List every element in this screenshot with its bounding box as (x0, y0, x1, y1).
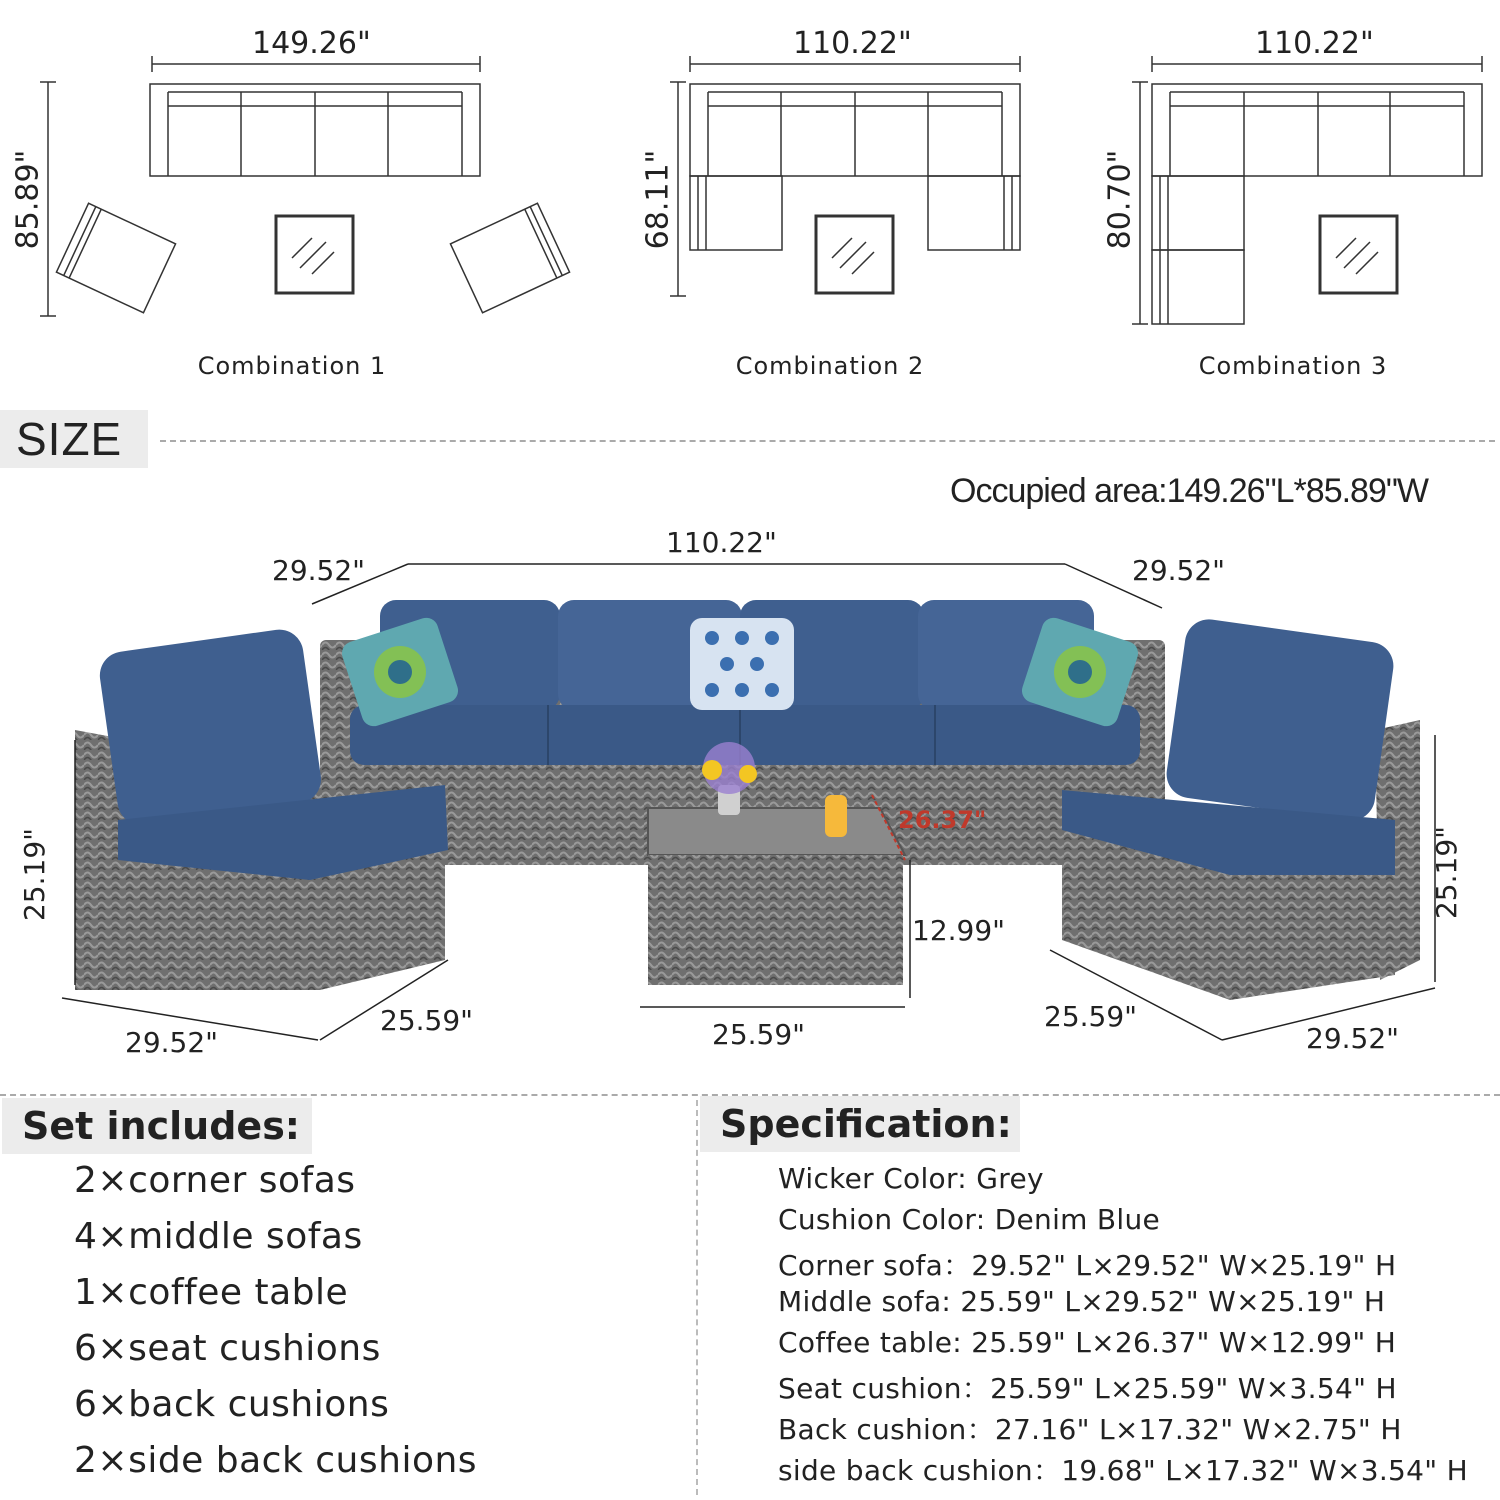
dim-right-height: 25.19" (1430, 825, 1464, 920)
combination-1-label: Combination 1 (197, 352, 387, 380)
combination-3-diagram (1132, 56, 1482, 324)
combination-2-diagram (670, 56, 1020, 296)
dim-left-height: 25.19" (18, 827, 52, 922)
dim-left-depth: 25.59" (380, 1004, 474, 1037)
dim-right-width: 29.52" (1306, 1022, 1400, 1055)
dim-top-left-depth: 29.52" (272, 554, 366, 587)
include-item: 6×back cushions (74, 1384, 390, 1425)
combination-1-depth: 85.89" (10, 149, 46, 250)
dim-top-total: 110.22" (666, 526, 777, 559)
combination-2-depth: 68.11" (640, 149, 676, 250)
set-includes-list (74, 1160, 477, 1496)
size-divider (160, 440, 1495, 442)
combination-3-width: 110.22" (1255, 26, 1374, 61)
dim-top-right-depth: 29.52" (1132, 554, 1226, 587)
dim-table-depth: 26.37" (898, 806, 987, 834)
spec-item: Seat cushion：25.59" L×25.59" W×3.54" H (778, 1372, 1397, 1405)
spec-item: Coffee table: 25.59" L×26.37" W×12.99" H (778, 1326, 1397, 1359)
dim-right-depth: 25.59" (1044, 1000, 1138, 1033)
specification-list (778, 1162, 1468, 1490)
spec-item: side back cushion：19.68" L×17.32" W×3.54" H (778, 1454, 1468, 1487)
combination-2-label: Combination 2 (735, 352, 925, 380)
specification-heading: Specification: (700, 1096, 1020, 1152)
set-includes-heading: Set includes: (2, 1098, 312, 1154)
include-item: 2×corner sofas (74, 1160, 356, 1201)
include-item: 6×seat cushions (74, 1328, 381, 1369)
spec-item: Middle sofa: 25.59" L×29.52" W×25.19" H (778, 1285, 1386, 1318)
spec-item: Corner sofa：29.52" L×29.52" W×25.19" H (778, 1249, 1397, 1282)
include-item: 4×middle sofas (74, 1216, 363, 1257)
spec-item: Back cushion：27.16" L×17.32" W×2.75" H (778, 1413, 1402, 1446)
combination-1-width: 149.26" (252, 26, 371, 61)
combination-3-label: Combination 3 (1198, 352, 1388, 380)
spec-item: Wicker Color: Grey (778, 1162, 1044, 1195)
include-item: 1×coffee table (74, 1272, 349, 1313)
combination-1-diagram (40, 56, 570, 316)
combination-2-width: 110.22" (793, 26, 912, 61)
column-divider (696, 1100, 698, 1495)
combination-3-depth: 80.70" (1102, 149, 1138, 250)
spec-item: Cushion Color: Denim Blue (778, 1203, 1161, 1236)
occupied-area: Occupied area:149.26"L*85.89"W (950, 472, 1429, 510)
dim-table-width: 25.59" (712, 1018, 806, 1051)
dim-left-width: 29.52" (125, 1026, 219, 1059)
dim-table-height: 12.99" (912, 914, 1006, 947)
size-heading: SIZE (0, 410, 148, 468)
include-item: 2×side back cushions (74, 1440, 478, 1481)
product-photo (0, 520, 1500, 1080)
